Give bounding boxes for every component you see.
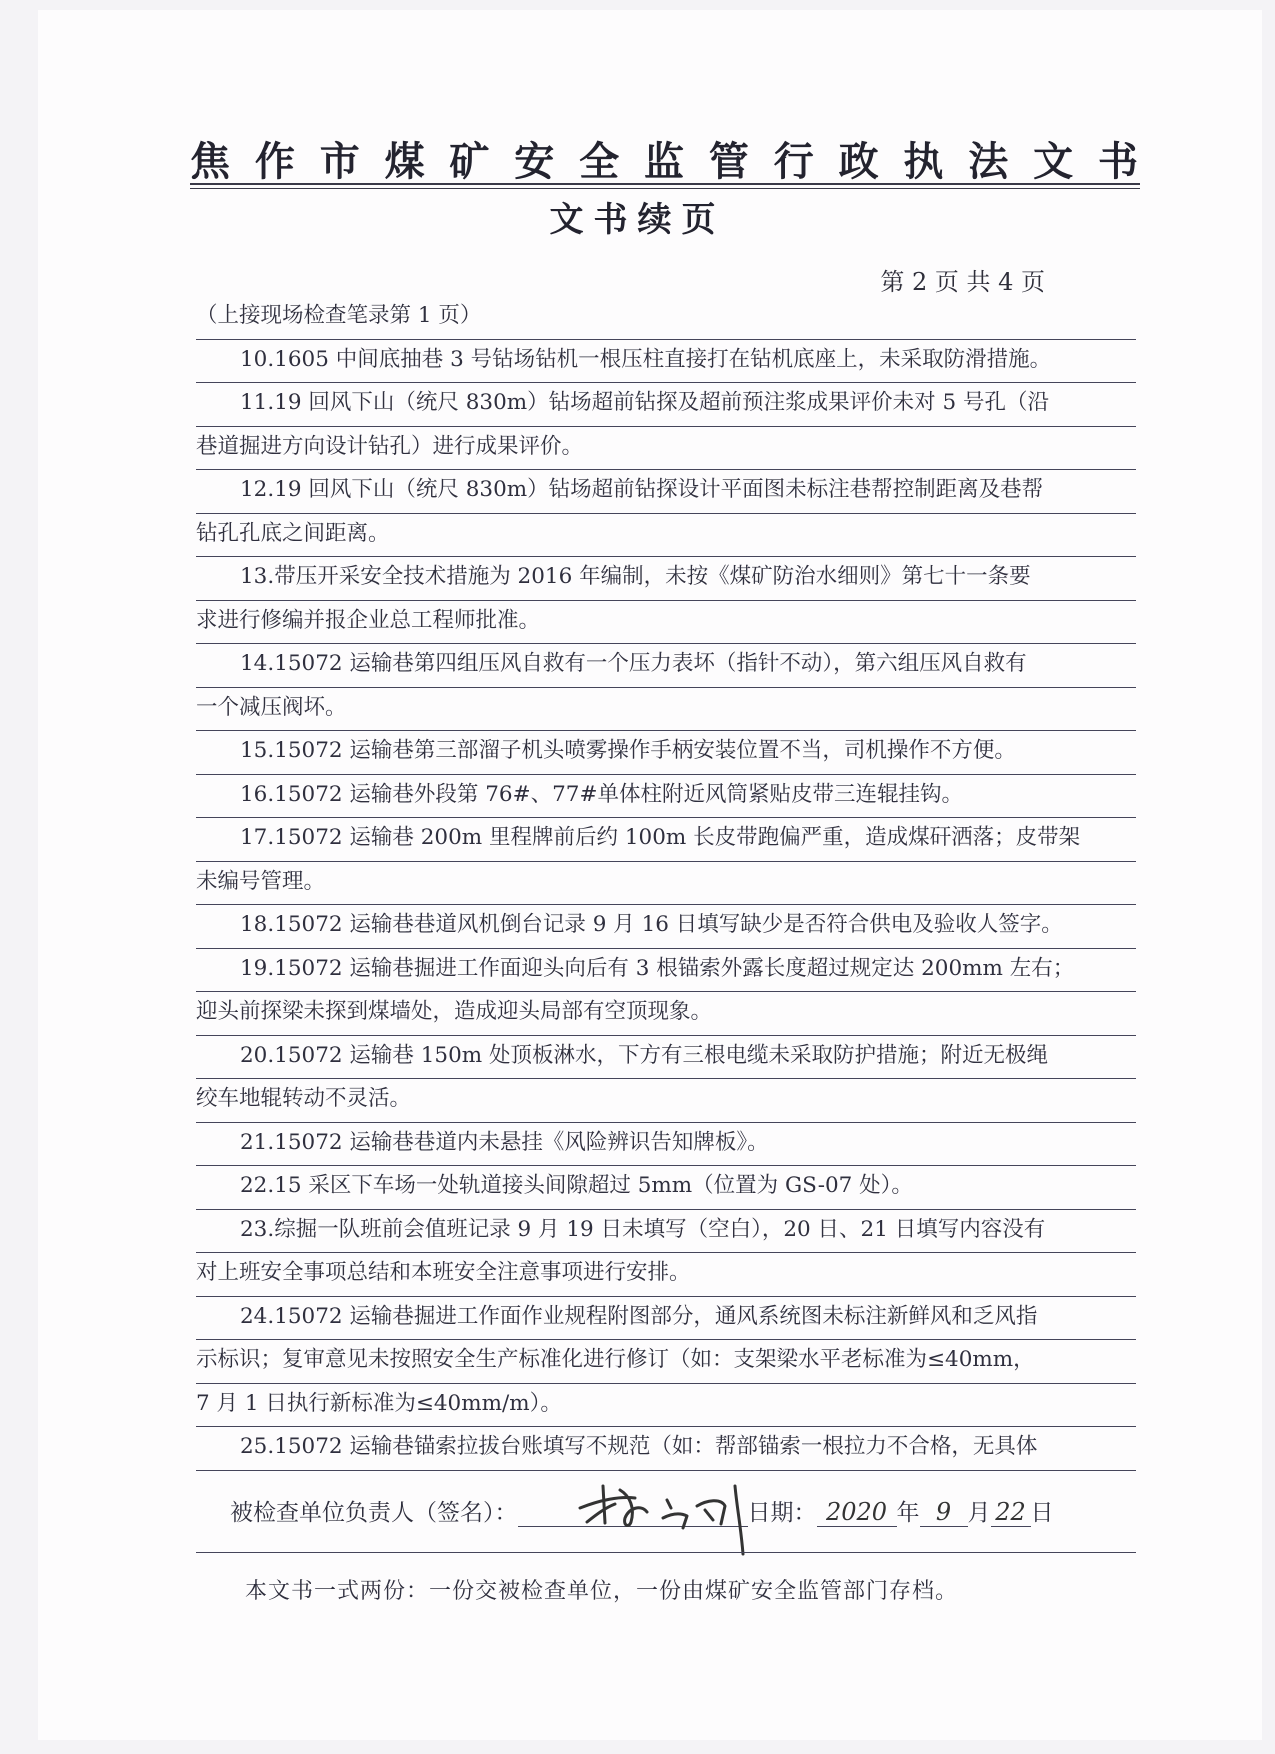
body-line: 23.综掘一队班前会值班记录 9 月 19 日未填写（空白），20 日、21 日填写内容没有 xyxy=(196,1210,1136,1254)
document-body xyxy=(196,296,1136,1471)
month-suffix: 月 xyxy=(967,1500,991,1526)
body-line: 16.15072 运输巷外段第 76#、77#单体柱附近风筒紧贴皮带三连辊挂钩。 xyxy=(196,775,1136,819)
footer-divider xyxy=(196,1552,1136,1553)
document-subtitle: 文书续页 xyxy=(549,200,726,240)
body-line: 10.1605 中间底抽巷 3 号钻场钻机一根压柱直接打在钻机底座上，未采取防滑措施。 xyxy=(196,340,1136,384)
body-line: 迎头前探梁未探到煤墙处，造成迎头局部有空顶现象。 xyxy=(196,992,1136,1036)
date-day: 22 xyxy=(991,1498,1031,1527)
body-line: 21.15072 运输巷巷道内未悬挂《风险辨识告知牌板》。 xyxy=(196,1123,1136,1167)
body-line: 7 月 1 日执行新标准为≤40mm/m）。 xyxy=(196,1384,1136,1428)
date-label: 日期： xyxy=(747,1500,817,1526)
body-line: 巷道掘进方向设计钻孔）进行成果评价。 xyxy=(196,427,1136,471)
body-line: 钻孔孔底之间距离。 xyxy=(196,514,1136,558)
title-underline xyxy=(190,183,1140,185)
body-line: 绞车地辊转动不灵活。 xyxy=(196,1079,1136,1123)
body-line: 17.15072 运输巷 200m 里程牌前后约 100m 长皮带跑偏严重，造成煤矸洒落；皮带架 xyxy=(196,818,1136,862)
date-month: 9 xyxy=(920,1498,968,1527)
body-line: 25.15072 运输巷锚索拉拔台账填写不规范（如：帮部锚索一根拉力不合格，无具体 xyxy=(196,1427,1136,1471)
body-line: 未编号管理。 xyxy=(196,862,1136,906)
body-line: 20.15072 运输巷 150m 处顶板淋水，下方有三根电缆未采取防护措施；附近无极绳 xyxy=(196,1036,1136,1080)
body-line: 对上班安全事项总结和本班安全注意事项进行安排。 xyxy=(196,1253,1136,1297)
page-number: 第 2 页 共 4 页 xyxy=(880,268,1045,296)
signature-label: 被检查单位负责人（签名）： xyxy=(230,1500,518,1526)
body-line: 一个减压阀坏。 xyxy=(196,688,1136,732)
year-suffix: 年 xyxy=(896,1500,920,1526)
footer-note: 本文书一式两份：一份交被检查单位，一份由煤矿安全监管部门存档。 xyxy=(245,1579,959,1604)
body-line: 24.15072 运输巷掘进工作面作业规程附图部分，通风系统图未标注新鲜风和乏风指 xyxy=(196,1297,1136,1341)
body-line: 13.带压开采安全技术措施为 2016 年编制，未按《煤矿防治水细则》第七十一条要 xyxy=(196,557,1136,601)
body-line: 求进行修编并报企业总工程师批准。 xyxy=(196,601,1136,645)
title-underline-thin xyxy=(190,188,1140,189)
body-line: 19.15072 运输巷掘进工作面迎头向后有 3 根锚索外露长度超过规定达 200mm 左右； xyxy=(196,949,1136,993)
body-line: 14.15072 运输巷第四组压风自救有一个压力表坏（指针不动），第六组压风自救有 xyxy=(196,644,1136,688)
document-title: 焦作市煤矿安全监管行政执法文书 xyxy=(190,139,1140,185)
body-line: 15.15072 运输巷第三部溜子机头喷雾操作手柄安装位置不当，司机操作不方便。 xyxy=(196,731,1136,775)
body-line: 示标识；复审意见未按照安全生产标准化进行修订（如：支架梁水平老标准为≤40mm， xyxy=(196,1340,1136,1384)
body-line: 12.19 回风下山（统尺 830m）钻场超前钻探设计平面图未标注巷帮控制距离及巷帮 xyxy=(196,470,1136,514)
handwritten-signature xyxy=(575,1478,765,1558)
date-year: 2020 xyxy=(817,1498,897,1527)
day-suffix: 日 xyxy=(1030,1500,1054,1526)
body-line: 22.15 采区下车场一处轨道接头间隙超过 5mm（位置为 GS-07 处）。 xyxy=(196,1166,1136,1210)
body-line: 11.19 回风下山（统尺 830m）钻场超前钻探及超前预注浆成果评价未对 5 号孔（沿 xyxy=(196,383,1136,427)
body-line: （上接现场检查笔录第 1 页） xyxy=(196,296,1136,340)
body-line: 18.15072 运输巷巷道风机倒台记录 9 月 16 日填写缺少是否符合供电及验收人签字。 xyxy=(196,905,1136,949)
